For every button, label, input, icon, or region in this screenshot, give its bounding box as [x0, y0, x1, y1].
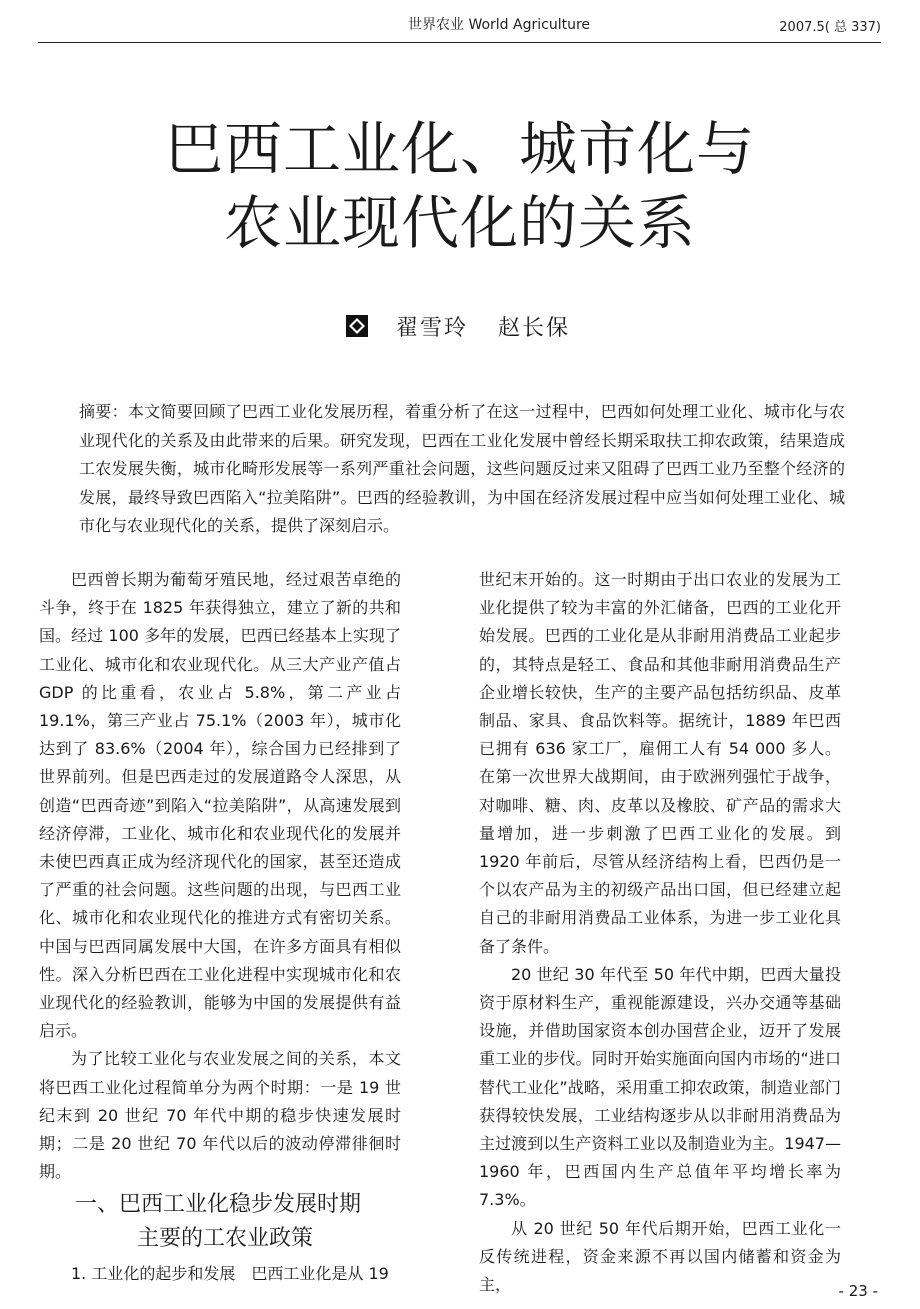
- continued-paragraph: 世纪末开始的。这一时期由于出口农业的发展为工业化提供了较为丰富的外汇储备，巴西的工业化开始发展。巴西的工业化是从非耐用消费品工业起步的，其特点是轻工、食品和其他非耐用消费品生产企业增长较快，生产的主要产品包括纺织品、皮革制品、家具、食品饮料等。据统计，1889 年巴西已拥有 636 家工厂，雇佣工人有 54 000 多人。在第一次世界大战期间，由于欧洲列强忙于战争，对咖啡、糖、肉、皮革以及橡胶、矿产品的需求大量增加，进一步刺激了巴西工业化的发展。到 1920 年前后，尽管从经济结构上看，巴西仍是一个以农产品为主的初级产品出口国，但已经建立起自己的非耐用消费品工业体系，为进一步工业化具备了条件。: [479, 570, 841, 956]
- title-line-1: 巴西工业化、城市化与: [164, 115, 755, 183]
- left-column: [39, 566, 401, 1289]
- page-number: - 23 -: [838, 1282, 878, 1300]
- author-2: 赵长保: [498, 315, 571, 341]
- subsection-title: 1. 工业化的起步和发展: [71, 1264, 236, 1284]
- section-heading-line-2: 主要的工农业政策: [137, 1226, 314, 1252]
- diamond-bullet-icon: [346, 315, 368, 337]
- subsection-paragraph: [39, 1260, 401, 1288]
- section-heading-line-1: 一、巴西工业化稳步发展时期: [75, 1192, 362, 1218]
- section-heading-1: [39, 1188, 401, 1256]
- subsection-text: 巴西工业化是从 19: [251, 1264, 389, 1284]
- issue-number: 2007.5( 总 337): [779, 20, 881, 35]
- paragraph-late-1950s: 从 20 世纪 50 年代后期开始，巴西工业化一反传统进程，资金来源不再以国内储蓄和资金为主，: [479, 1218, 841, 1295]
- paragraph-heavy-industry: 20 世纪 30 年代至 50 年代中期，巴西大量投资于原材料生产，重视能源建设，兴办交通等基础设施，并借助国家资本创办国营企业，迈开了发展重工业的步伐。同时开始实施面向国内市场的“进口替代工业化”战略，采用重工抑农政策，制造业部门获得较快发展，工业结构逐步从以非耐用消费品为主过渡到以生产资料工业以及制造业为主。1947—1960 年，巴西国内生产总值年平均增长率为 7.3%。: [479, 964, 841, 1210]
- title-line-2: 农业现代化的关系: [223, 189, 696, 257]
- author-1: 翟雪玲: [396, 315, 469, 341]
- intro-paragraph-1: 巴西曾长期为葡萄牙殖民地，经过艰苦卓绝的斗争，终于在 1825 年获得独立，建立了新的共和国。经过 100 多年的发展，巴西已经基本上实现了工业化、城市化和农业现代化。从三大产业产值占 GDP 的比重看，农业占 5.8%，第二产业占 19.1%，第三产业占 75.1%（2003 年），城市化达到了 83.6%（2004 年），综合国力已经排到了世界前列。但是巴西走过的发展道路令人深思，从创造“巴西奇迹”到陷入“拉美陷阱”，从高速发展到经济停滞，工业化、城市化和农业现代化的发展并未使巴西真正成为经济现代化的国家，甚至还造成了严重的社会问题。这些问题的出现，与巴西工业化、城市化和农业现代化的推进方式有密切关系。中国与巴西同属发展中大国，在许多方面具有相似性。深入分析巴西在工业化进程中实现城市化和农业现代化的经验教训，能够为中国的发展提供有益启示。: [39, 570, 401, 1041]
- intro-paragraph-2: 为了比较工业化与农业发展之间的关系，本文将巴西工业化过程简单分为两个时期：一是 19 世纪末到 20 世纪 70 年代中期的稳步快速发展时期；二是 20 世纪 70 年代以后的波动停滞徘徊时期。: [39, 1049, 401, 1182]
- right-column: [479, 566, 841, 1299]
- journal-name: 世界农业 World Agriculture: [408, 17, 591, 33]
- article-title: [0, 112, 920, 260]
- author-line: [346, 311, 600, 341]
- abstract: 摘要：本文简要回顾了巴西工业化发展历程，着重分析了在这一过程中，巴西如何处理工业化、城市化与农业现代化的关系及由此带来的后果。研究发现，巴西在工业化发展中曾经长期采取扶工抑农政策，结果造成工农发展失衡，城市化畸形发展等一系列严重社会问题，这些问题反过来又阻碍了巴西工业乃至整个经济的发展，最终导致巴西陷入“拉美陷阱”。巴西的经验教训，为中国在经济发展过程中应当如何处理工业化、城市化与农业现代化的关系，提供了深刻启示。: [79, 402, 845, 535]
- running-header: [38, 12, 881, 43]
